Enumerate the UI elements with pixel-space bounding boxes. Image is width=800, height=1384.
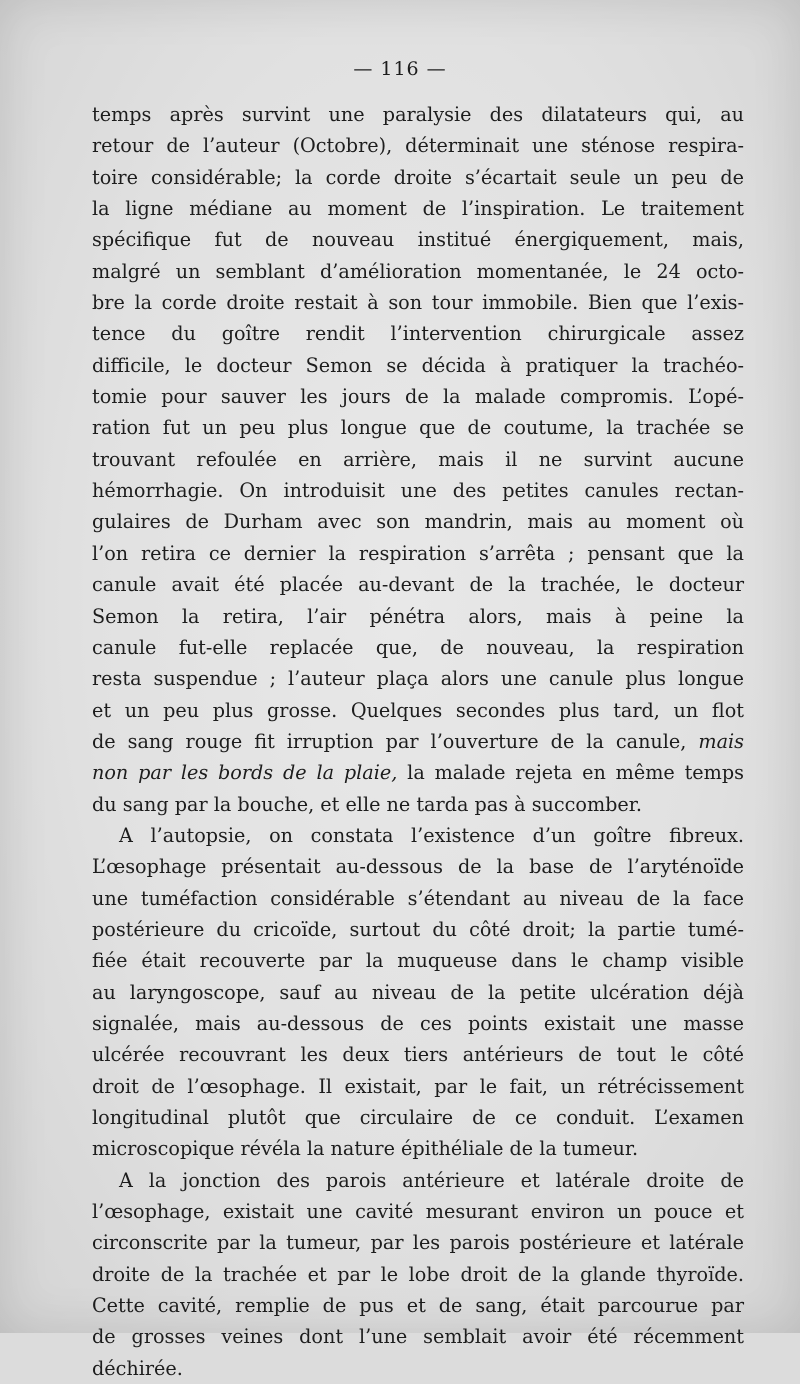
text-line: Cette cavité, remplie de pus et de sang, était parcourue par: [92, 1294, 744, 1318]
text-line: malgré un semblant d’amélioration momentanée, le 24 octo-: [92, 259, 744, 283]
paragraph-3: [92, 1165, 744, 1384]
text-line: et un peu plus grosse. Quelques secondes plus tard, un flot: [92, 698, 744, 722]
text-line: difficile, le docteur Semon se décida à pratiquer la trachéo-: [92, 353, 744, 377]
text-line: trouvant refoulée en arrière, mais il ne survint aucune: [92, 447, 744, 471]
text-line: toire considérable; la corde droite s’écartait seule un peu de: [92, 165, 744, 189]
text-line: l’on retira ce dernier la respiration s’arrêta ; pensant que la: [92, 541, 744, 565]
text-line: Semon la retira, l’air pénétra alors, mais à peine la: [92, 604, 744, 628]
text-line: canule fut-elle replacée que, de nouveau, la respiration: [92, 635, 744, 659]
text-line: du sang par la bouche, et elle ne tarda pas à succomber.: [92, 792, 642, 816]
text-line: de grosses veines dont l’une semblait avoir été récemment: [92, 1325, 744, 1349]
text-line: la ligne médiane au moment de l’inspiration. Le traitement: [92, 197, 744, 221]
text-line: microscopique révéla la nature épithéliale de la tumeur.: [92, 1137, 639, 1161]
text-line: [92, 726, 744, 757]
text-line: canule avait été placée au-devant de la trachée, le docteur: [92, 573, 744, 597]
text-line: fiée était recouverte par la muqueuse dans le champ visible: [92, 949, 744, 973]
text-line: gulaires de Durham avec son mandrin, mais au moment où: [92, 510, 744, 534]
text-line: ulcérée recouvrant les deux tiers antérieurs de tout le côté: [92, 1043, 744, 1067]
text-line: spécifique fut de nouveau institué énergiquement, mais,: [92, 228, 744, 252]
text-line: droite de la trachée et par le lobe droit de la glande thyroïde.: [92, 1262, 744, 1286]
text-line: tence du goître rendit l’intervention chirurgicale assez: [92, 322, 744, 346]
text-line: [92, 757, 744, 788]
text-line: postérieure du cricoïde, surtout du côté droit; la partie tumé-: [92, 917, 744, 941]
text-line: longitudinal plutôt que circulaire de ce conduit. L’examen: [92, 1106, 744, 1129]
text-line: L’œsophage présentait au-dessous de la base de l’aryténoïde: [92, 855, 744, 879]
text-line: tomie pour sauver les jours de la malade compromis. L’opé-: [92, 385, 744, 409]
body-text: [92, 99, 744, 1384]
text-line: signalée, mais au-dessous de ces points existait une masse: [92, 1011, 744, 1035]
text-line: retour de l’auteur (Octobre), déterminait une sténose respira-: [92, 134, 744, 158]
text-run: la malade rejeta en même temps: [397, 761, 744, 785]
text-line: ration fut un peu plus longue que de coutume, la trachée se: [92, 416, 744, 440]
text-line: déchirée.: [92, 1356, 183, 1380]
text-line: A l’autopsie, on constata l’existence d’un goître fibreux.: [119, 823, 744, 847]
italic-text: non par les bords de la plaie,: [92, 761, 398, 785]
text-line: temps après survint une paralysie des dilatateurs qui, au: [92, 103, 744, 126]
text-line: une tuméfaction considérable s’étendant au niveau de la face: [92, 886, 744, 910]
text-line: circonscrite par la tumeur, par les parois postérieure et latérale: [92, 1231, 744, 1255]
page-number: — 116 —: [353, 58, 447, 80]
paragraph-1: [92, 99, 744, 820]
italic-text: mais: [698, 729, 744, 753]
text-line: droit de l’œsophage. Il existait, par le fait, un rétrécissement: [92, 1074, 744, 1098]
text-line: l’œsophage, existait une cavité mesurant environ un pouce et: [92, 1200, 744, 1224]
text-run: de sang rouge fit irruption par l’ouverture de la canule,: [92, 729, 699, 753]
paragraph-2: [92, 820, 744, 1165]
text-line: au laryngoscope, sauf au niveau de la petite ulcération déjà: [92, 980, 744, 1004]
text-line: resta suspendue ; l’auteur plaça alors une canule plus longue: [92, 667, 744, 691]
text-line: A la jonction des parois antérieure et latérale droite de: [119, 1168, 744, 1192]
text-line: bre la corde droite restait à son tour immobile. Bien que l’exis-: [92, 291, 744, 315]
text-line: hémorrhagie. On introduisit une des petites canules rectan-: [92, 479, 744, 503]
